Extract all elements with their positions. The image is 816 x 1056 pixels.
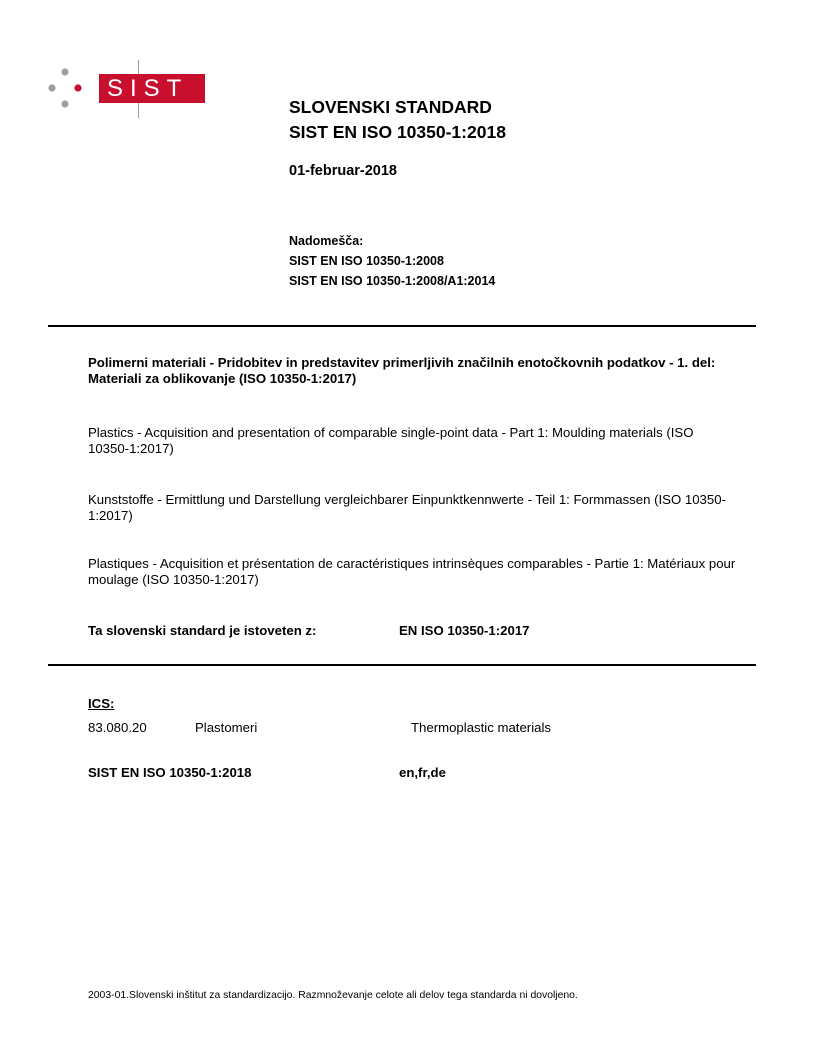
copyright-footer: 2003-01.Slovenski inštitut za standardizacijo. Razmnoževanje celote ali delov tega standarda ni dovoljeno. — [88, 990, 578, 1001]
publication-date: 01-februar-2018 — [289, 163, 397, 179]
logo-dot-top — [61, 68, 68, 75]
sist-logo-dots — [48, 68, 88, 108]
ics-name-english: Thermoplastic materials — [411, 720, 551, 735]
logo-dot-bottom — [61, 100, 68, 107]
replaces-item: SIST EN ISO 10350-1:2008/A1:2014 — [289, 274, 496, 288]
divider-top — [48, 325, 756, 327]
sist-logo: SIST — [99, 74, 205, 103]
ics-name-slovenian: Plastomeri — [195, 720, 258, 735]
ics-code: 83.080.20 — [88, 720, 147, 735]
title-french: Plastiques - Acquisition et présentation de caractéristiques intrinsèques comparables - Partie 1: Matériaux pour moulage (ISO 10350-1:2017) — [88, 556, 736, 587]
logo-dot-left — [48, 84, 55, 91]
document-type: SLOVENSKI STANDARD — [289, 97, 492, 117]
replaces-label: Nadomešča: — [289, 234, 364, 248]
identical-value: EN ISO 10350-1:2017 — [399, 623, 530, 638]
divider-bottom — [48, 664, 756, 666]
title-english: Plastics - Acquisition and presentation of comparable single-point data - Part 1: Moulding materials (ISO 10350-1:2017) — [88, 425, 694, 456]
summary-document-id: SIST EN ISO 10350-1:2018 — [88, 765, 252, 780]
ics-label: ICS: — [88, 696, 115, 711]
identical-label: Ta slovenski standard je istoveten z: — [88, 623, 317, 638]
summary-languages: en,fr,de — [399, 765, 446, 780]
document-id: SIST EN ISO 10350-1:2018 — [289, 122, 506, 142]
logo-dot-right — [74, 84, 81, 91]
title-slovenian: Polimerni materiali - Pridobitev in predstavitev primerljivih značilnih enotočkovnih podatkov - 1. del: Materiali za oblikovanje (ISO 10350-1:2017) — [88, 355, 716, 386]
replaces-item: SIST EN ISO 10350-1:2008 — [289, 254, 444, 268]
replaces-block — [289, 231, 495, 291]
title-german: Kunststoffe - Ermittlung und Darstellung vergleichbarer Einpunktkennwerte - Teil 1: Formmassen (ISO 10350-1:2017) — [88, 492, 726, 523]
